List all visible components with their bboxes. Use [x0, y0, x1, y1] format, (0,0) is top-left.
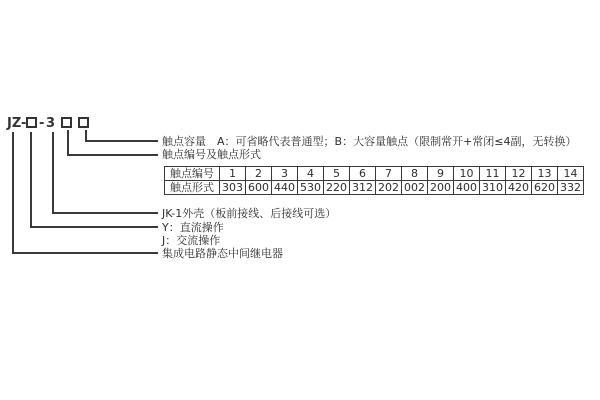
contact-form-cell: 310	[480, 181, 506, 195]
contact-number-row	[165, 167, 584, 181]
contact-form-cell: 332	[558, 181, 584, 195]
model-digit: 3	[46, 116, 56, 131]
model-placeholder-box-2	[61, 117, 72, 128]
dc-operation-label: Y：直流操作	[162, 221, 224, 234]
contact-number-cell: 2	[246, 167, 272, 181]
contact-number-row-label: 触点编号	[165, 167, 220, 181]
contact-number-cell: 4	[298, 167, 324, 181]
connector-relay-name-horizontal	[12, 252, 158, 254]
model-placeholder-box-1	[26, 117, 37, 128]
contact-form-cell: 440	[272, 181, 298, 195]
connector-operation-horizontal	[30, 226, 158, 228]
connector-operation-vertical	[30, 132, 32, 228]
connector-contact-number-horizontal	[67, 154, 158, 156]
contact-form-cell: 420	[506, 181, 532, 195]
contact-number-cell: 5	[324, 167, 350, 181]
contact-number-cell: 12	[506, 167, 532, 181]
case-label: JK-1外壳（板前接线、后接线可选）	[162, 207, 337, 220]
contact-number-cell: 9	[428, 167, 454, 181]
contact-number-cell: 14	[558, 167, 584, 181]
contact-number-cell: 13	[532, 167, 558, 181]
connector-contact-capacity-horizontal	[85, 140, 158, 142]
contact-form-cell: 620	[532, 181, 558, 195]
contact-form-cell: 303	[220, 181, 246, 195]
contact-form-cell: 002	[402, 181, 428, 195]
model-prefix: JZ-	[7, 116, 27, 131]
contact-form-row-label: 触点形式	[165, 181, 220, 195]
contact-number-form-label: 触点编号及触点形式	[162, 148, 261, 161]
relay-name-label: 集成电路静态中间继电器	[162, 247, 283, 260]
contact-form-cell: 400	[454, 181, 480, 195]
contact-number-cell: 10	[454, 167, 480, 181]
contact-number-cell: 1	[220, 167, 246, 181]
ac-operation-label: J：交流操作	[162, 234, 221, 247]
model-placeholder-box-3	[78, 117, 89, 128]
contact-form-cell: 312	[350, 181, 376, 195]
contact-number-cell: 3	[272, 167, 298, 181]
connector-case-horizontal	[52, 212, 158, 214]
contact-number-cell: 11	[480, 167, 506, 181]
contact-number-cell: 8	[402, 167, 428, 181]
contact-form-table	[164, 166, 584, 195]
contact-number-cell: 7	[376, 167, 402, 181]
contact-form-cell: 530	[298, 181, 324, 195]
contact-number-cell: 6	[350, 167, 376, 181]
contact-form-cell: 220	[324, 181, 350, 195]
contact-form-cell: 202	[376, 181, 402, 195]
connector-contact-number-vertical	[67, 130, 69, 156]
contact-capacity-label: 触点容量 A：可省略代表普通型；B：大容量触点（限制常开+常闭≤4副，无转换）	[162, 135, 577, 148]
connector-case-vertical	[52, 132, 54, 214]
model-dash: -	[39, 116, 45, 131]
contact-form-cell: 200	[428, 181, 454, 195]
contact-form-row	[165, 181, 584, 195]
contact-form-cell: 600	[246, 181, 272, 195]
connector-relay-name-vertical	[12, 132, 14, 254]
